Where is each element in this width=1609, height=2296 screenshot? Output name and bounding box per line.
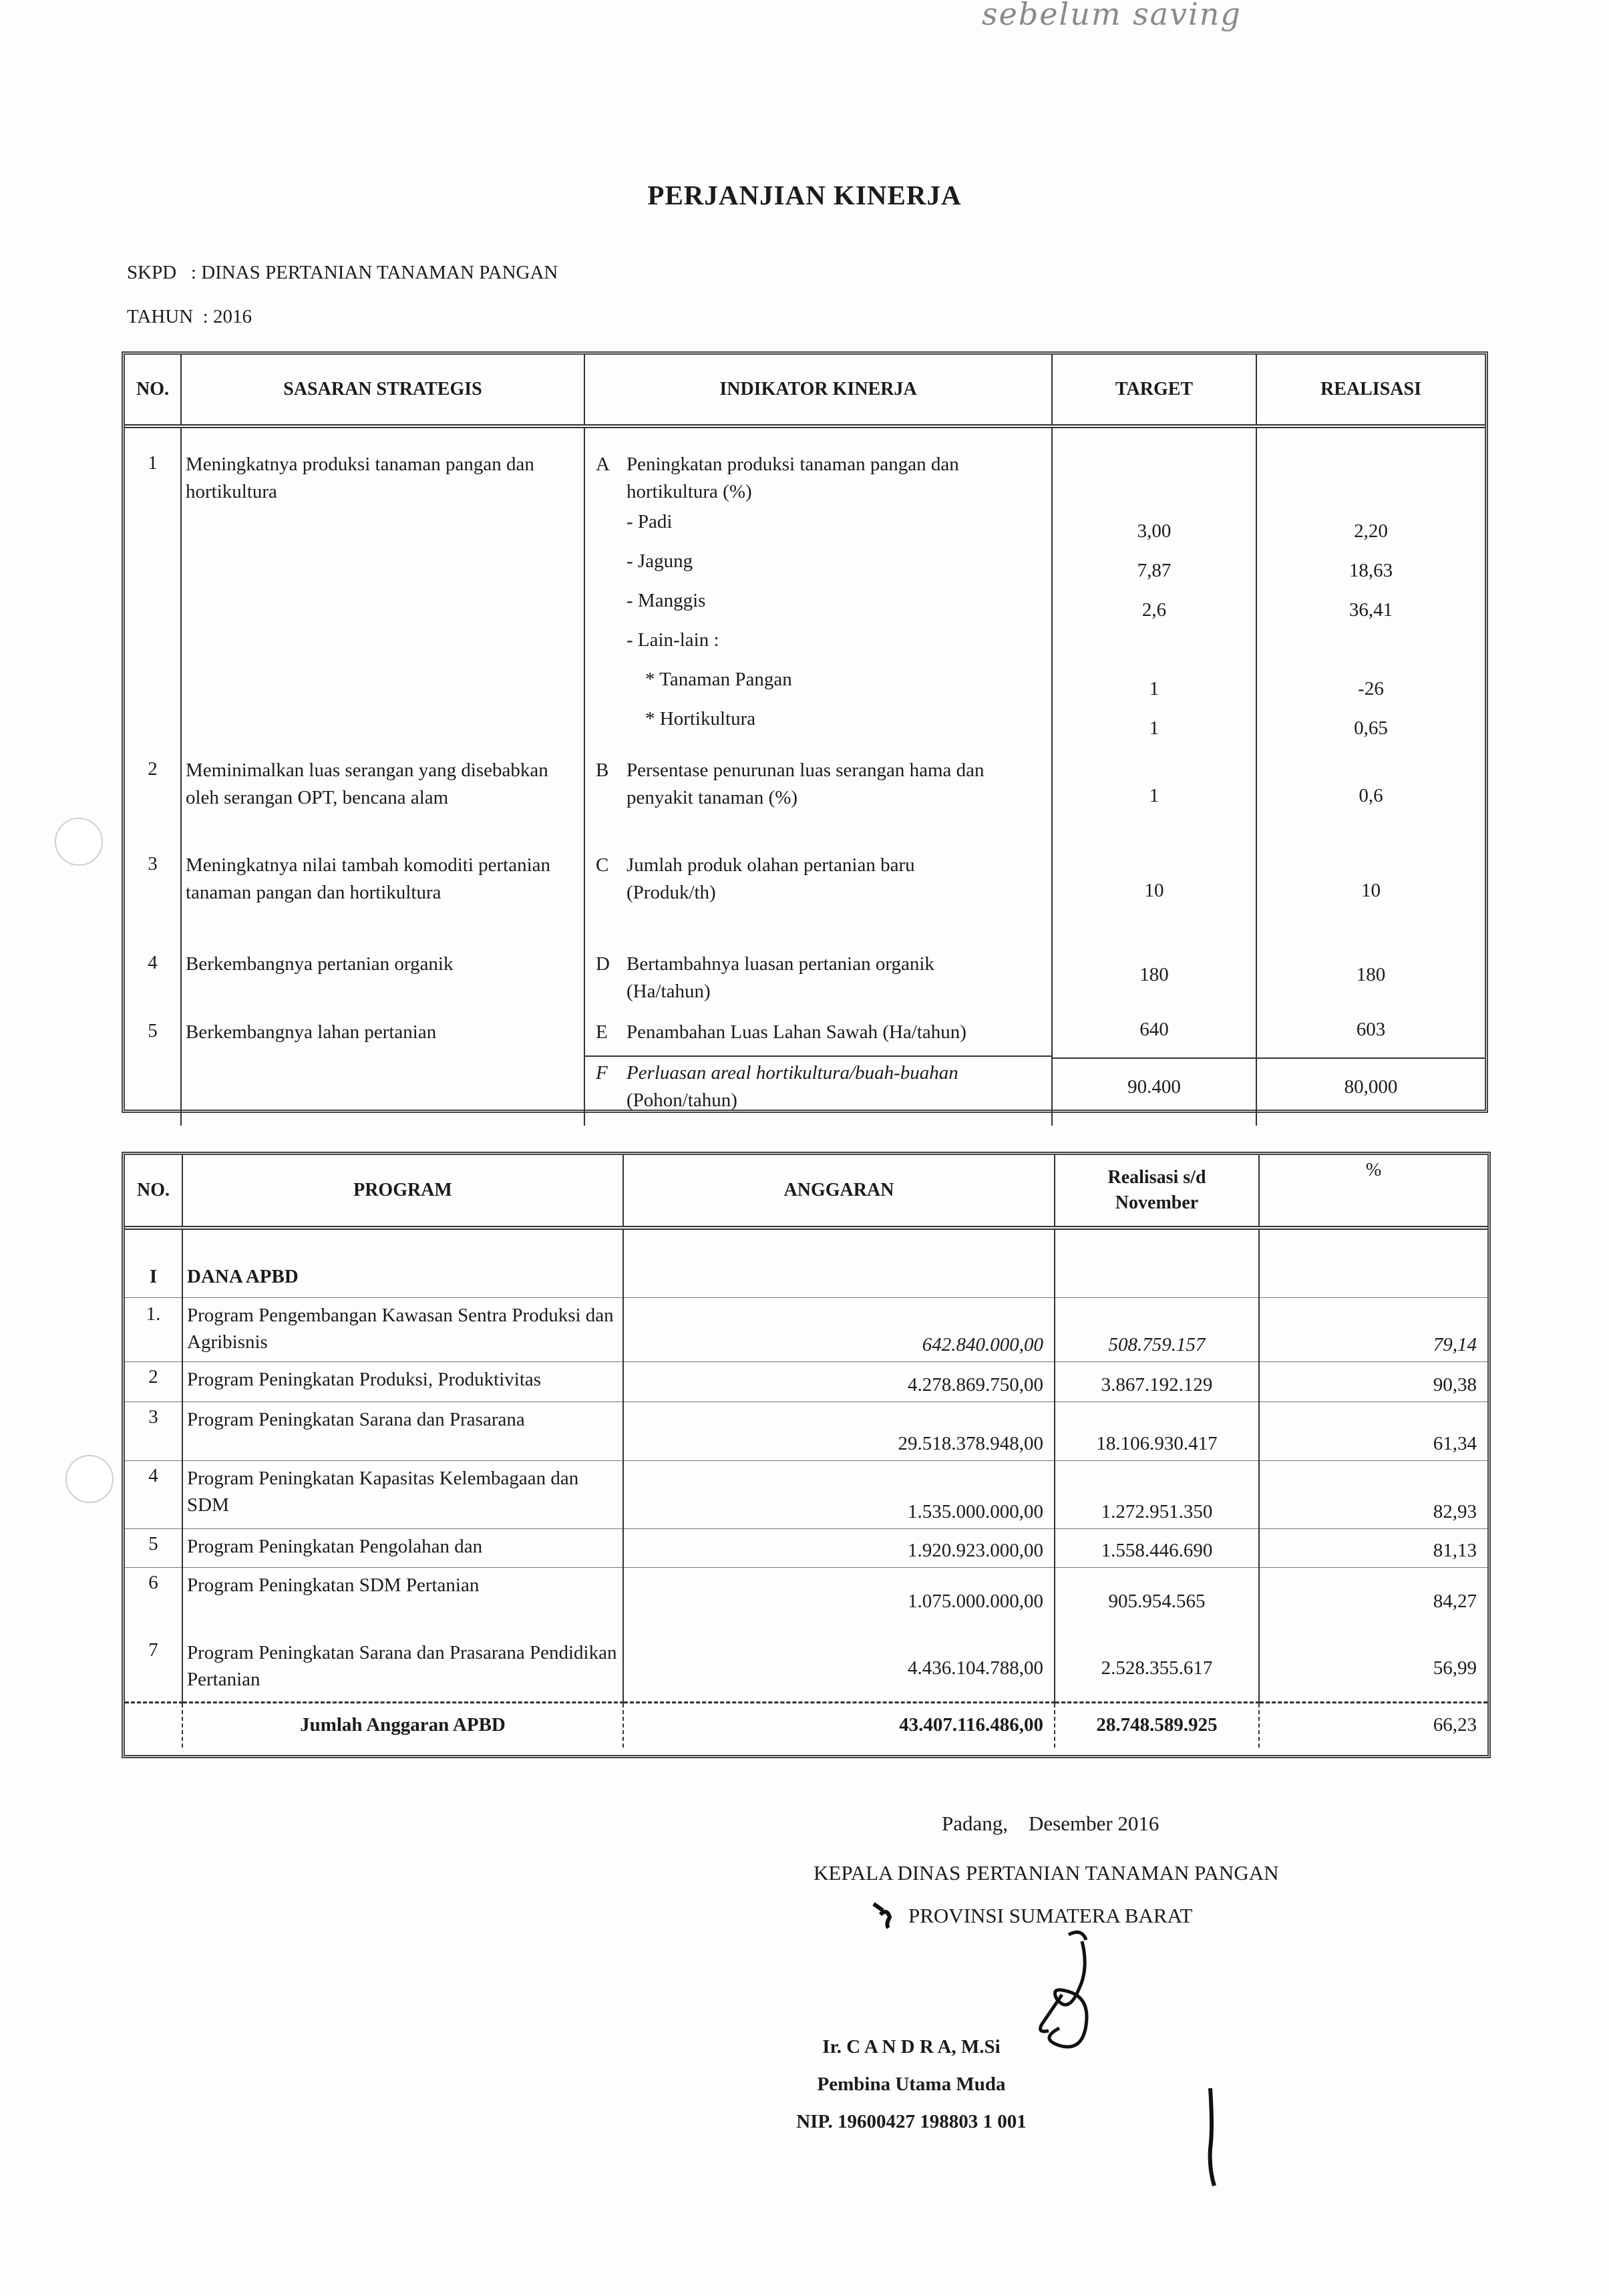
header-realisasi: REALISASI (1256, 355, 1485, 426)
target-value: 90.400 (1127, 1076, 1181, 1098)
table-row (125, 1635, 1487, 1702)
punch-hole-bottom (65, 1455, 114, 1503)
indikator-text: Jumlah produk olahan pertanian baru (Produk/th) (627, 854, 915, 903)
indikator-padi: - Padi (627, 511, 673, 532)
sasaran-no: 3 (148, 853, 158, 874)
row-program: Program Peningkatan Sarana dan Prasarana Pendidikan Pertanian (182, 1635, 623, 1702)
sasaran-text: Meminimalkan luas serangan yang disebabkan oleh serangan OPT, bencana alam (186, 760, 548, 808)
document-title: PERJANJIAN KINERJA (647, 180, 962, 210)
row-realisasi: 3.867.192.129 (1055, 1361, 1259, 1402)
total-anggaran: 43.407.116.486,00 (623, 1702, 1055, 1748)
target-hortikultura: 1 (1149, 717, 1159, 739)
header-percent: % (1259, 1155, 1487, 1228)
skpd-line: SKPD : DINAS PERTANIAN TANAMAN PANGAN (127, 262, 558, 283)
row-no: 7 (125, 1635, 182, 1702)
header-indikator: INDIKATOR KINERJA (584, 355, 1052, 426)
total-label: Jumlah Anggaran APBD (182, 1702, 623, 1748)
target-value: 640 (1139, 1019, 1169, 1040)
row-realisasi: 508.759.157 (1055, 1297, 1259, 1361)
performance-table (122, 351, 1488, 1113)
target-jagung: 7,87 (1137, 560, 1172, 581)
realisasi-jagung: 18,63 (1349, 560, 1393, 581)
section-no: I (125, 1228, 182, 1297)
row-program: Program Peningkatan SDM Pertanian (182, 1567, 623, 1635)
indikator-tanaman-pangan: * Tanaman Pangan (645, 669, 792, 690)
position-line-1: KEPALA DINAS PERTANIAN TANAMAN PANGAN (814, 1861, 1279, 1884)
total-row (125, 1702, 1487, 1748)
realisasi-value: 10 (1361, 880, 1381, 901)
realisasi-value: 80,000 (1344, 1076, 1398, 1098)
header-program: PROGRAM (182, 1155, 623, 1228)
sasaran-text: Berkembangnya pertanian organik (186, 953, 454, 975)
row-percent: 81,13 (1259, 1528, 1487, 1567)
row-anggaran: 642.840.000,00 (623, 1297, 1055, 1361)
target-padi: 3,00 (1137, 520, 1172, 542)
indikator-text: Persentase penurunan luas serangan hama dan penyakit tanaman (%) (627, 760, 985, 808)
row-percent: 79,14 (1259, 1297, 1487, 1361)
row-percent: 61,34 (1259, 1402, 1487, 1460)
header-target: TARGET (1052, 355, 1256, 426)
row-program: Program Peningkatan Sarana dan Prasarana (182, 1402, 623, 1460)
indikator-text: Bertambahnya luasan pertanian organik (Ha/tahun) (627, 953, 934, 1002)
row-realisasi: 18.106.930.417 (1055, 1402, 1259, 1460)
signer-rank: Pembina Utama Muda (817, 2074, 1006, 2095)
row-realisasi: 1.558.446.690 (1055, 1528, 1259, 1567)
row-anggaran: 4.278.869.750,00 (623, 1361, 1055, 1402)
indikator-letter: B (596, 760, 609, 781)
table-row (125, 1297, 1487, 1361)
row-program: Program Peningkatan Kapasitas Kelembagaan dan SDM (182, 1460, 623, 1528)
indikator-letter: E (596, 1021, 608, 1043)
table-row (125, 1528, 1487, 1567)
header-anggaran: ANGGARAN (623, 1155, 1055, 1228)
target-value: 10 (1144, 880, 1164, 901)
sasaran-no: 1 (148, 452, 158, 474)
total-percent: 66,23 (1259, 1702, 1487, 1748)
sasaran-no: 4 (148, 952, 158, 973)
indikator-text: Penambahan Luas Lahan Sawah (Ha/tahun) (627, 1021, 966, 1043)
row-program: Program Peningkatan Produksi, Produktivitas (182, 1361, 623, 1402)
target-manggis: 2,6 (1141, 599, 1167, 621)
row-no: 1. (125, 1297, 182, 1361)
row-no: 4 (125, 1460, 182, 1528)
sasaran-text: Meningkatnya produksi tanaman pangan dan hortikultura (186, 454, 534, 502)
handwritten-note: sebelum saving (982, 0, 1242, 32)
budget-table (122, 1152, 1491, 1758)
indikator-letter: D (596, 953, 610, 975)
total-realisasi: 28.748.589.925 (1055, 1702, 1259, 1748)
sasaran-text: Berkembangnya lahan pertanian (186, 1021, 437, 1043)
indikator-text: Perluasan areal hortikultura/buah-buahan (627, 1062, 958, 1084)
target-value: 180 (1139, 964, 1169, 985)
indikator-jagung: - Jagung (627, 550, 693, 572)
indikator-letter: C (596, 854, 609, 876)
row-percent: 56,99 (1433, 1657, 1477, 1679)
row-anggaran: 4.436.104.788,00 (623, 1635, 1055, 1702)
sasaran-no: 5 (148, 1020, 158, 1041)
row-anggaran: 1.535.000.000,00 (623, 1460, 1055, 1528)
realisasi-value: 180 (1356, 964, 1386, 985)
section-label: DANA APBD (182, 1228, 623, 1297)
row-no: 3 (125, 1402, 182, 1460)
table-row (125, 1402, 1487, 1460)
table-row (125, 1567, 1487, 1635)
row-no: 6 (125, 1567, 182, 1635)
indikator-unit: (Pohon/tahun) (627, 1090, 737, 1111)
row-realisasi: 2.528.355.617 (1055, 1635, 1259, 1702)
indikator-letter: A (596, 454, 610, 475)
row-program: Program Peningkatan Pengolahan dan (182, 1528, 623, 1567)
place-date: Padang, Desember 2016 (942, 1812, 1159, 1835)
indikator-hortikultura: * Hortikultura (645, 708, 756, 729)
row-realisasi: 905.954.565 (1055, 1567, 1259, 1635)
header-no: NO. (125, 1155, 182, 1228)
header-realisasi: Realisasi s/d November (1055, 1155, 1259, 1228)
realisasi-padi: 2,20 (1354, 520, 1388, 542)
row-percent: 84,27 (1433, 1590, 1477, 1612)
realisasi-manggis: 36,41 (1349, 599, 1393, 621)
row-no: 5 (125, 1528, 182, 1567)
row-percent: 90,38 (1259, 1361, 1487, 1402)
indikator-text: Peningkatan produksi tanaman pangan dan hortikultura (%) (627, 454, 959, 502)
row-program: Program Pengembangan Kawasan Sentra Produksi dan Agribisnis (182, 1297, 623, 1361)
realisasi-tanaman-pangan: -26 (1358, 678, 1384, 699)
row-percent: 82,93 (1259, 1460, 1487, 1528)
sasaran-no: 2 (148, 758, 158, 780)
row-anggaran: 29.518.378.948,00 (623, 1402, 1055, 1460)
target-tanaman-pangan: 1 (1149, 678, 1159, 699)
table-row (125, 1460, 1487, 1528)
signer-name: Ir. C A N D R A, M.Si (822, 2036, 1001, 2058)
header-no: NO. (125, 355, 181, 426)
sasaran-text: Meningkatnya nilai tambah komoditi pertanian tanaman pangan dan hortikultura (186, 854, 551, 903)
tahun-line: TAHUN : 2016 (127, 306, 252, 327)
row-realisasi: 1.272.951.350 (1055, 1460, 1259, 1528)
position-line-2: PROVINSI SUMATERA BARAT (908, 1904, 1193, 1927)
realisasi-hortikultura: 0,65 (1354, 717, 1388, 739)
indikator-manggis: - Manggis (627, 590, 706, 611)
row-anggaran: 1.920.923.000,00 (623, 1528, 1055, 1567)
realisasi-value: 0,6 (1359, 785, 1383, 806)
punch-hole-top (55, 818, 103, 866)
row-anggaran: 1.075.000.000,00 (623, 1567, 1055, 1635)
realisasi-value: 603 (1356, 1019, 1386, 1040)
table-row (125, 1361, 1487, 1402)
signer-nip: NIP. 19600427 198803 1 001 (796, 2111, 1027, 2132)
indikator-letter: F (596, 1062, 608, 1084)
target-value: 1 (1149, 785, 1159, 806)
indikator-lain: - Lain-lain : (627, 629, 719, 651)
signature-tick (1202, 2084, 1222, 2191)
header-sasaran: SASARAN STRATEGIS (181, 355, 584, 426)
row-no: 2 (125, 1361, 182, 1402)
